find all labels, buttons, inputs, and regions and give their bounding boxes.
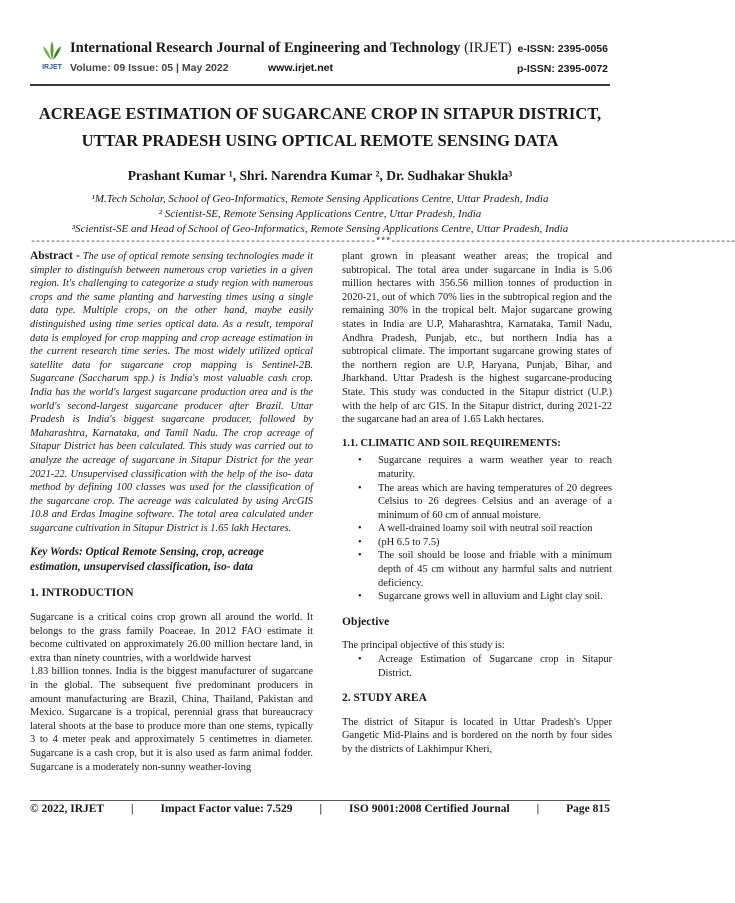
paper-title: ACREAGE ESTIMATION OF SUGARCANE CROP IN SITAPUR DISTRICT, UTTAR PRADESH USING OPTICAL REMOTE SENSING DATA	[38, 104, 602, 150]
journal-abbr: (IRJET)	[464, 40, 512, 56]
objective-heading: Objective	[342, 615, 390, 628]
list-item: • The areas which are having temperatures of 20 degrees Celsius to 26 degrees Celsius and an average of a minimum of 60 cm of annual moisture.	[378, 482, 612, 523]
objective-list	[342, 653, 612, 680]
keywords: Key Words: Optical Remote Sensing, crop, acreage estimation, unsupervised classification, iso- data	[30, 546, 264, 574]
authors: Prashant Kumar ¹, Shri. Narendra Kumar ², Dr. Sudhakar Shukla³	[127, 168, 513, 183]
left-column	[30, 250, 313, 774]
objective-intro: The principal objective of this study is:	[342, 640, 505, 652]
study-area-heading: 2. STUDY AREA	[342, 692, 427, 705]
irjet-logo-icon	[36, 38, 68, 70]
intro-heading: 1. INTRODUCTION	[30, 587, 134, 600]
journal-header	[30, 34, 610, 84]
study-area-text: The district of Sitapur is located in Uttar Pradesh's Upper Gangetic Mid-Plains and is bordered on the north by four sides by the districts of Lakhimpur Kheri,	[342, 716, 612, 755]
logo-text: IRJET	[42, 64, 62, 71]
affiliation-2: ² Scientist-SE, Remote Sensing Applications Centre, Uttar Pradesh, India	[158, 208, 482, 220]
footer-impact-factor: Impact Factor value: 7.529	[160, 803, 293, 815]
affiliation-1: ¹M.Tech Scholar, School of Geo-Informatics, Remote Sensing Applications Centre, Uttar Pradesh, India	[91, 193, 549, 205]
list-item: • A well-drained loamy soil with neutral soil reaction	[378, 522, 612, 536]
e-issn: e-ISSN: 2395-0056	[517, 43, 608, 55]
abstract-label: Abstract -	[30, 250, 80, 262]
p-issn: p-ISSN: 2395-0072	[516, 63, 608, 75]
list-item: • The soil should be loose and friable with a minimum depth of 45 cm without any harmful salts and nutrient deficiency.	[378, 549, 612, 590]
footer-separator: |	[536, 803, 540, 815]
intro-continued: plant grown in pleasant weather areas; the tropical and subtropical. The total area under sugarcane in India is 5.06 million hectares with 356.56 million tonnes of production in 2020-21, out of which 70% lies in the subtropical region and the remaining 30% in the tropical belt. Major sugarcane growing states in India are U.P, Maharashtra, Karnataka, Tamil Nadu, Andhra Pradesh, Punjab, etc., but northern India has a subtropical climate. The important sugarcane growing states of the northern region are U.P, Haryana, Punjab, Bihar, and Jharkhand. Uttar Pradesh is the highest sugarcane-producing State. This study was conducted in the Sitapur district (U.P.) with the help of arc GIS. In the Sitapur district, during 2021-22 the sugarcane had an area of 1.65 Lakh hectares.	[342, 251, 612, 426]
footer-separator: |	[319, 803, 323, 815]
list-item: • (pH 6.5 to 7.5)	[378, 536, 612, 550]
header-rule	[30, 84, 610, 86]
journal-name: International Research Journal of Engineering and Technology (IRJET)	[70, 40, 512, 56]
intro-paragraph-1: Sugarcane is a critical coins crop grown all around the world. It belongs to the grass family Poaceae. In 2012 FAO estimate it become cultivated on approximately 26.00 million hectare land, in extra than ninety countries, with a worldwide harvest	[30, 612, 313, 664]
footer-copyright: © 2022, IRJET	[30, 803, 105, 815]
list-item: • Acreage Estimation of Sugarcane crop in Sitapur District.	[378, 653, 612, 680]
footer-iso: ISO 9001:2008 Certified Journal	[349, 803, 510, 815]
journal-website[interactable]: www.irjet.net	[268, 62, 333, 74]
page-footer	[30, 803, 610, 815]
section-divider: ---------------------------------------------------------------------***---------------------------------------------------------------------	[30, 237, 735, 248]
footer-page-number: Page 815	[566, 803, 610, 815]
climatic-heading: 1.1. CLIMATIC AND SOIL REQUIREMENTS:	[342, 437, 561, 449]
footer-rule	[30, 800, 610, 801]
climatic-list	[342, 454, 612, 604]
footer-separator: |	[131, 803, 134, 815]
intro-paragraph-2: 1.83 billion tonnes. India is the biggest manufacturer of sugarcane in the global. The subsequent five predominant producers in amount manufacturing are Brazil, China, Thailand, Pakistan and Mexico. Sugarcane is a tropical, perennial grass that bureaucracy lateral shoots at the base to produce more than one stems, typically 3 to 4 meter peak and approximately 5 centimetres in diameter. Sugarcane is a cash crop, but it is also used as farm animal fodder. Sugarcane is a moderately non-sunny weather-loving	[30, 666, 313, 773]
right-column	[342, 250, 612, 757]
list-item: • Sugarcane requires a warm weather year to reach maturity.	[378, 454, 612, 481]
affiliation-3: ³Scientist-SE and Head of School of Geo-Informatics, Remote Sensing Applications Centre, Uttar Pradesh, India	[71, 223, 569, 235]
abstract: Abstract - The use of optical remote sensing technologies made it simpler to distinguish between numerous crop varieties in a given region. It's challenging to categorize a study region with numerous crops and the same planting and harvesting times using a single data type. Multiple crops, on the other hand, maybe easily distinguished using time series optical data. As a result, temporal data is employed for crop mapping and crop acreage estimation in the current research time series. The most widely utilized optical satellite data for sugarcane crop mapping is Sentinel-2B. Sugarcane (Saccharum spp.) is India's most valuable cash crop. India has the world's largest sugarcane production area and is the world's second-largest sugarcane producer after Brazil. Uttar Pradesh is India's biggest sugarcane producer, followed by Maharashtra, Karnataka, and Tamil Nadu. The crop acreage of Sitapur District has been calculated. This study was carried out to analyze the acreage of sugarcane in Sitapur District for the year 2021-22. Unsupervised classification with the help of the iso- data method by defining 100 classes was used for the classification of the sugarcane crop. The acreage was calculated by using ArcGIS 10.8 and Erdas Imagine software. The total area calculated under sugarcane cultivation in Sitapur District is 1.65 lakh Hectares.	[30, 250, 313, 534]
list-item: • Sugarcane grows well in alluvium and Light clay soil.	[378, 590, 612, 604]
volume-issue: Volume: 09 Issue: 05 | May 2022	[70, 62, 229, 74]
